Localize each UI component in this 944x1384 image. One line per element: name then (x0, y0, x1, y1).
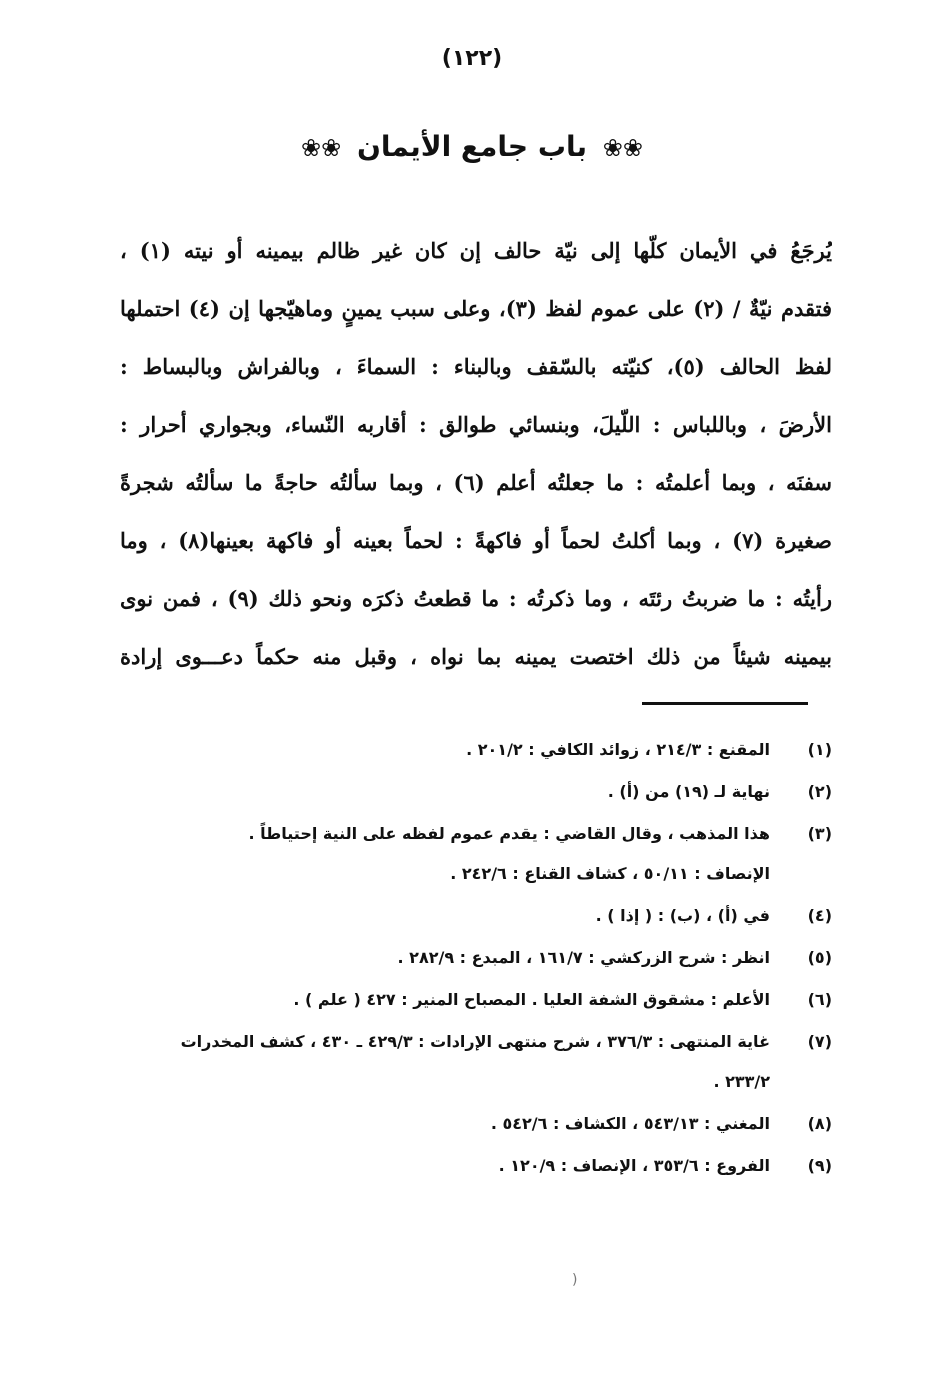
body-line: لفظ الحالف (٥)، كنيّته بالسّقف وبالبناء : السماءَ ، وبالفراش وبالبساط : (120, 354, 832, 379)
chapter-title-text: باب جامع الأيمان (357, 130, 587, 163)
footnote-text: الأعلم : مشقوق الشفة العليا . المصباح المنير : ٤٢٧ ( علم ) . (293, 990, 770, 1009)
footnote-number: (٩) (807, 1156, 832, 1175)
footnote (112, 730, 832, 770)
footnote-text: نهاية لـ (١٩) من (أ) . (607, 782, 770, 801)
bottom-mark: ( (572, 1272, 578, 1288)
footnote-text: هذا المذهب ، وقال القاضي : يقدم عموم لفظه على النية إحتياطاً . (248, 824, 770, 843)
footnote-number: (٥) (807, 948, 832, 967)
page-number: (١٢٢) (441, 46, 503, 71)
footnote-number: (٦) (807, 990, 832, 1009)
footnote-text: في (أ) ، (ب) : ( إذا ) . (595, 906, 770, 925)
footnote-number: (٣) (807, 824, 832, 843)
body-line: صغيرة (٧) ، وبما أكلتُ لحماً أو فاكهةً : لحماً بعينه أو فاكهة بعينها(٨) ، وما (120, 528, 832, 553)
chapter-title (0, 130, 944, 163)
footnote (112, 814, 832, 894)
body-text (120, 222, 832, 686)
body-line: الأرضَ ، وباللباس : اللّيلَ، وبنسائي طوالق : أقاربه النّساء، وبجواري أحرار : (120, 412, 832, 437)
body-line: يُرجَعُ في الأيمان كلّها إلى نيّة حالف إن كان غير ظالم بيمينه أو نيته (١) ، (120, 238, 832, 263)
footnote-number: (٢) (807, 782, 832, 801)
ornament-right-icon: ❀❀ (602, 134, 643, 162)
footnote (112, 896, 832, 936)
footnote (112, 1104, 832, 1144)
footnote-divider (642, 702, 808, 705)
footnote-number: (٨) (807, 1114, 832, 1133)
footnote-text: غاية المنتهى : ٣٧٦/٣ ، شرح منتهى الإرادات : ٤٢٩/٣ ـ ٤٣٠ ، كشف المخدرات (180, 1032, 770, 1051)
footnote-text: المغني : ٥٤٣/١٣ ، الكشاف : ٥٤٢/٦ . (490, 1114, 770, 1133)
ornament-left-icon: ❀❀ (301, 134, 342, 162)
footnote (112, 980, 832, 1020)
body-line: فتقدم نيّةٌ / (٢) على عموم لفظ (٣)، وعلى سبب يمينٍ وماهيّجها إن (٤) احتملها (120, 296, 832, 321)
footnote-text: الإنصاف : ٥٠/١١ ، كشاف القناع : ٢٤٢/٦ . (450, 864, 770, 883)
footnote-text: انظر : شرح الزركشي : ١٦١/٧ ، المبدع : ٢٨٢/٩ . (397, 948, 770, 967)
body-line: سفنَه ، وبما أعلمتُه : ما جعلتُه أعلم (٦) ، وبما سألتُه حاجةً ما سألتُه شجرةً (120, 470, 832, 495)
footnote-text: الفروع : ٣٥٣/٦ ، الإنصاف : ١٢٠/٩ . (498, 1156, 770, 1175)
footnote (112, 1022, 832, 1102)
footnote-text: ٢٣٣/٢ . (713, 1072, 770, 1091)
body-line: رأيتُه : ما ضربتُ رئتَه ، وما ذكرتُه : ما قطعتُ ذكرَه ونحو ذلك (٩) ، فمن نوى (120, 586, 832, 611)
footnotes (112, 730, 832, 1188)
footnote-text: المقنع : ٢١٤/٣ ، زوائد الكافي : ٢٠١/٢ . (466, 740, 770, 759)
footnote (112, 938, 832, 978)
footnote-number: (٤) (807, 906, 832, 925)
footnote-number: (١) (807, 740, 832, 759)
footnote-number: (٧) (807, 1032, 832, 1051)
body-line: بيمينه شيئاً من ذلك اختصت يمينه بما نواه ، وقبل منه حكماً دعـــوى إرادة (120, 644, 832, 669)
footnote (112, 772, 832, 812)
footnote (112, 1146, 832, 1186)
